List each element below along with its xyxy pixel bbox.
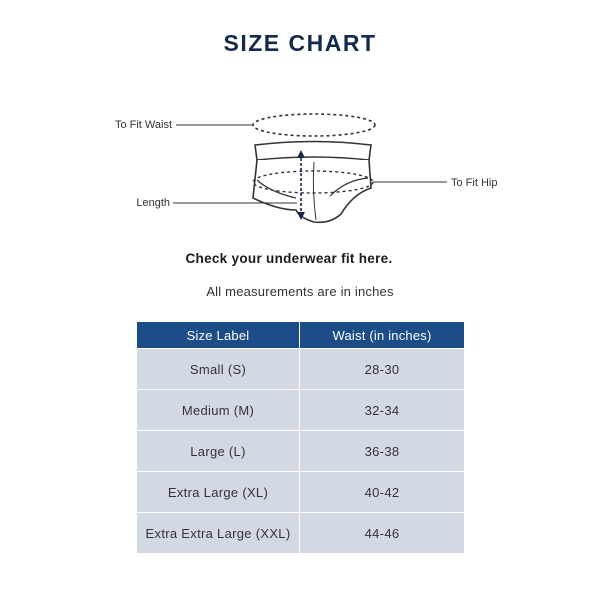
table-row — [137, 390, 464, 431]
size-label-cell: Extra Large (XL) — [137, 472, 300, 513]
column-header-waist: Waist (in inches) — [300, 322, 465, 349]
page-title: SIZE CHART — [223, 30, 377, 56]
waist-value-cell: 40-42 — [300, 472, 465, 513]
size-label-cell: Extra Extra Large (XXL) — [137, 513, 300, 554]
underwear-diagram — [0, 100, 600, 240]
size-label-cell: Small (S) — [137, 349, 300, 390]
waist-value-cell: 44-46 — [300, 513, 465, 554]
fit-check-heading: Check your underwear fit here. — [185, 251, 393, 266]
brief-illustration — [0, 100, 600, 240]
table-row — [137, 472, 464, 513]
waist-measure-ellipse — [253, 114, 375, 136]
waist-value-cell: 36-38 — [300, 431, 465, 472]
size-label-cell: Medium (M) — [137, 390, 300, 431]
waistband-outline — [255, 142, 371, 161]
table-row — [137, 431, 464, 472]
measurement-note: All measurements are in inches — [206, 284, 394, 299]
column-header-size: Size Label — [137, 322, 300, 349]
waist-value-cell: 32-34 — [300, 390, 465, 431]
hip-label: To Fit Hip — [451, 177, 498, 189]
waist-label: To Fit Waist — [114, 119, 172, 131]
waist-value-cell: 28-30 — [300, 349, 465, 390]
brief-body-outline — [253, 160, 371, 222]
size-table — [137, 322, 464, 553]
table-header-row — [137, 322, 464, 349]
length-label: Length — [136, 197, 170, 209]
size-label-cell: Large (L) — [137, 431, 300, 472]
table-row — [137, 349, 464, 390]
table-row — [137, 513, 464, 554]
